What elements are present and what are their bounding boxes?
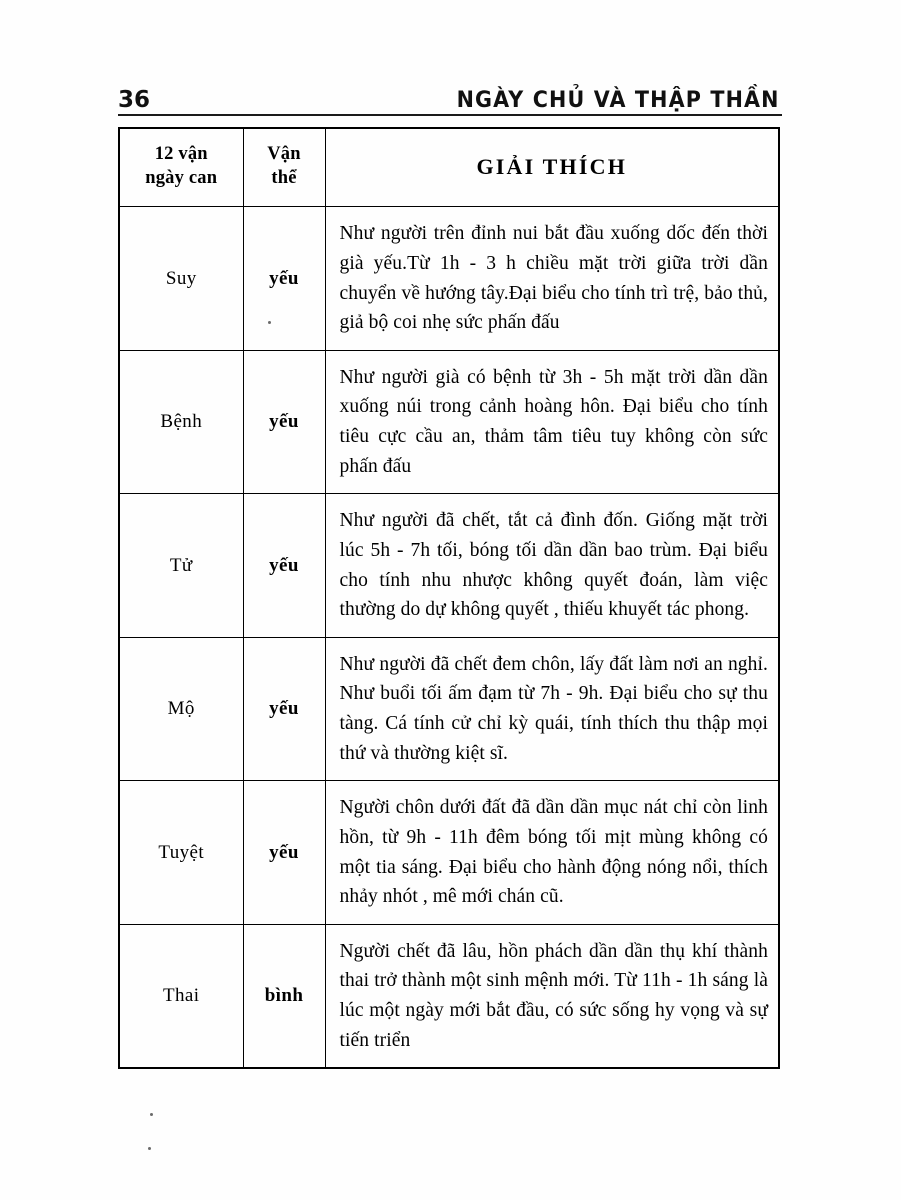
scan-speckle (148, 1147, 151, 1150)
table-row (119, 924, 779, 1068)
table-row (119, 494, 779, 638)
cell-stage-description: Như người đã chết đem chôn, lấy đất làm nơi an nghỉ. Như buổi tối ấm đạm từ 7h - 9h. Đại biểu cho sự thu tàng. Cá tính cử chỉ kỳ quái, tính thích thu thập mọi thứ và thường kiệt sĩ. (325, 637, 779, 781)
cell-stage-state: yếu (243, 207, 325, 351)
column-header-explanation: GIẢI THÍCH (325, 128, 779, 207)
cell-stage-description: Như người trên đỉnh nui bắt đầu xuống dốc đến thời già yếu.Từ 1h - 3 h chiều mặt trời giữa trời dần chuyển về hướng tây.Đại biểu cho tính trì trệ, bảo thủ, giả bộ coi nhẹ sức phấn đấu (325, 207, 779, 351)
cell-stage-description: Người chết đã lâu, hồn phách dần dần thụ khí thành thai trở thành một sinh mệnh mới. Từ 11h - 1h sáng là lúc một ngày mới bắt đầu, có sức sống hy vọng và sự tiến triển (325, 924, 779, 1068)
header-divider-rule (118, 114, 782, 116)
cell-stage-state: yếu (243, 494, 325, 638)
twelve-stages-table (118, 127, 780, 1069)
scan-speckle (150, 1113, 153, 1116)
table-row (119, 207, 779, 351)
running-title: NGÀY CHỦ VÀ THẬP THẦN (457, 88, 780, 113)
cell-stage-name: Suy (119, 207, 243, 351)
cell-stage-state: yếu (243, 637, 325, 781)
cell-stage-name: Tử (119, 494, 243, 638)
cell-stage-name: Bệnh (119, 350, 243, 494)
cell-stage-state: yếu (243, 781, 325, 925)
cell-stage-description: Như người già có bệnh từ 3h - 5h mặt trời dần dần xuống núi trong cảnh hoàng hôn. Đại biểu cho tính tiêu cực cầu an, thảm tâm tiêu tuy không còn sức phấn đấu (325, 350, 779, 494)
cell-stage-description: Như người đã chết, tắt cả đình đốn. Giống mặt trời lúc 5h - 7h tối, bóng tối dần dần bao trùm. Đại biểu cho tính nhu nhược không quyết đoán, làm việc thường do dự không quyết , thiếu khuyết tác phong. (325, 494, 779, 638)
cell-stage-name: Tuyệt (119, 781, 243, 925)
table-container (118, 127, 778, 1069)
column-header-state-line1: Vận (267, 144, 301, 164)
column-header-state (243, 128, 325, 207)
table-row (119, 637, 779, 781)
column-header-stage (119, 128, 243, 207)
table-row (119, 781, 779, 925)
table-header-row (119, 128, 779, 207)
page-number: 36 (118, 87, 151, 113)
cell-stage-state: bình (243, 924, 325, 1068)
cell-stage-name: Thai (119, 924, 243, 1068)
column-header-state-line2: thể (271, 167, 297, 188)
table-row (119, 350, 779, 494)
column-header-stage-line2: ngày can (145, 167, 218, 188)
cell-stage-state: yếu (243, 350, 325, 494)
column-header-stage-line1: 12 vận (154, 144, 208, 164)
cell-stage-name: Mộ (119, 637, 243, 781)
running-head (118, 76, 780, 112)
cell-stage-description: Người chôn dưới đất đã dần dần mục nát chỉ còn linh hồn, từ 9h - 11h đêm bóng tối mịt mùng không có một tia sáng. Đại biểu cho hành động nóng nổi, thích nhảy nhót , mê mới chán cũ. (325, 781, 779, 925)
scan-speckle (268, 321, 271, 324)
